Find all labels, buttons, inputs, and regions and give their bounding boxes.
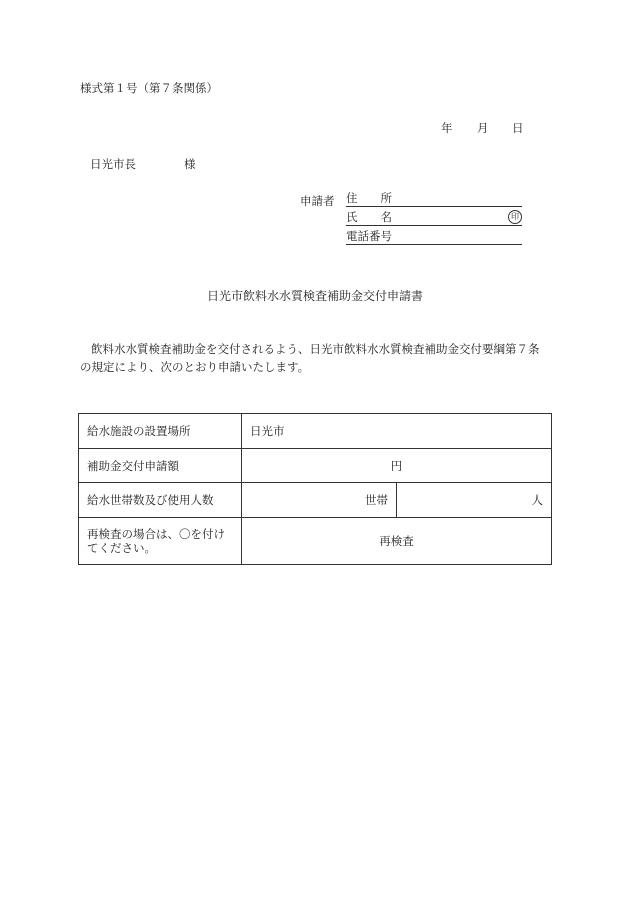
- row-label-amount: 補助金交付申請額: [79, 449, 242, 483]
- body-text: [80, 340, 575, 376]
- application-table: [78, 413, 552, 565]
- date-day: 日: [512, 121, 524, 135]
- row-value-location[interactable]: 日光市: [242, 414, 552, 449]
- seal-mark-icon: 印: [508, 210, 522, 224]
- addressee-honorific: 様: [184, 157, 196, 171]
- applicant-phone-field[interactable]: [346, 228, 522, 245]
- date-month: 月: [477, 121, 489, 135]
- date-year: 年: [441, 121, 453, 135]
- address-label: 住 所: [346, 191, 392, 205]
- row-label-location: 給水施設の設置場所: [79, 414, 242, 449]
- row-label-households: 給水世帯数及び使用人数: [79, 483, 242, 518]
- name-label: 氏 名: [346, 210, 392, 224]
- applicant-name-field[interactable]: [346, 209, 522, 226]
- table-row: [79, 483, 552, 518]
- row-value-reinspection[interactable]: 再検査: [242, 518, 552, 565]
- table-row: [79, 414, 552, 449]
- phone-label: 電話番号: [346, 229, 392, 243]
- addressee-name: 日光市長: [90, 157, 136, 171]
- row-value-amount[interactable]: 円: [242, 449, 552, 483]
- body-line-2: の規定により、次のとおり申請いたします。: [80, 360, 310, 374]
- row-label-reinspection: 再検査の場合は、〇を付けてください。: [79, 518, 242, 565]
- document-title: 日光市飲料水水質検査補助金交付申請書: [206, 289, 423, 303]
- form-number: 様式第１号（第７条関係）: [80, 81, 218, 95]
- applicant-address-field[interactable]: [346, 190, 522, 207]
- body-line-1: 飲料水水質検査補助金を交付されるよう、日光市飲料水水質検査補助金交付要綱第７条: [91, 342, 540, 356]
- row-value-households[interactable]: 世帯: [242, 483, 397, 518]
- table-row: [79, 518, 552, 565]
- table-row: [79, 449, 552, 483]
- applicant-label: 申請者: [300, 194, 335, 208]
- row-value-persons[interactable]: 人: [397, 483, 552, 518]
